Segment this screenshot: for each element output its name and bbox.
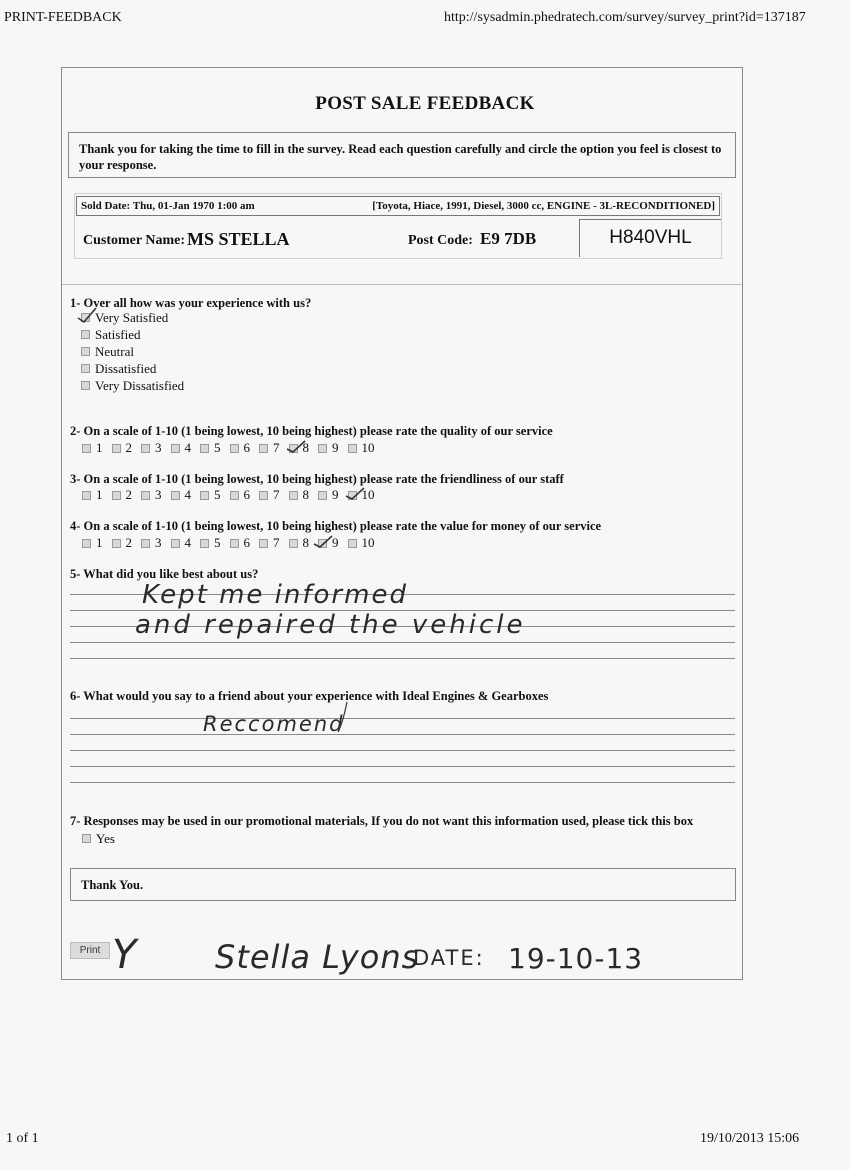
checkbox[interactable]	[259, 491, 268, 500]
thank-you-box: Thank You.	[70, 868, 736, 901]
scale-option[interactable]	[289, 535, 310, 551]
scale-label: 1	[96, 487, 103, 502]
question-4-scale	[82, 535, 384, 551]
scale-label: 5	[214, 487, 221, 502]
option-very-satisfied[interactable]	[81, 309, 184, 326]
handwritten-answer-5-line-2: and repaired the vehicle	[135, 610, 526, 640]
customer-name-label: Customer Name:	[83, 233, 185, 248]
answer-line	[70, 734, 735, 735]
checkbox[interactable]	[348, 444, 357, 453]
option-neutral[interactable]	[81, 343, 184, 360]
answer-line	[70, 642, 735, 643]
scale-option[interactable]	[348, 535, 375, 551]
checkbox[interactable]	[171, 491, 180, 500]
checkbox[interactable]	[348, 491, 357, 500]
scale-option[interactable]	[289, 440, 310, 456]
scale-option[interactable]	[230, 535, 251, 551]
answer-line	[70, 718, 735, 719]
scale-option[interactable]	[318, 487, 339, 503]
scale-label: 9	[332, 440, 339, 455]
scale-option[interactable]	[82, 535, 103, 551]
vehicle-details: [Toyota, Hiace, 1991, Diesel, 3000 cc, ENGINE - 3L-RECONDITIONED]	[372, 200, 715, 212]
sold-date: Sold Date: Thu, 01-Jan 1970 1:00 am	[81, 200, 255, 212]
scale-option[interactable]	[171, 535, 192, 551]
question-7: 7- Responses may be used in our promotional materials, If you do not want this information used, please tick this box	[70, 814, 694, 828]
date-label: DATE:	[413, 946, 485, 970]
question-2-scale	[82, 440, 384, 456]
scale-option[interactable]	[112, 440, 133, 456]
scale-option[interactable]	[141, 535, 162, 551]
scale-option[interactable]	[200, 535, 221, 551]
scale-label: 3	[155, 535, 162, 550]
sale-details-bar	[76, 196, 720, 216]
scale-label: 4	[184, 487, 191, 502]
option-yes[interactable]	[82, 830, 115, 847]
checkbox[interactable]	[200, 491, 209, 500]
scale-option[interactable]	[259, 440, 280, 456]
scale-label: 4	[184, 535, 191, 550]
scale-option[interactable]	[230, 440, 251, 456]
checkbox[interactable]	[318, 491, 327, 500]
option-label: Satisfied	[95, 326, 141, 342]
page-header-title: PRINT-FEEDBACK	[4, 10, 122, 25]
scale-label: 6	[243, 487, 250, 502]
checkbox[interactable]	[230, 444, 239, 453]
question-2: 2- On a scale of 1-10 (1 being lowest, 10 being highest) please rate the quality of our service	[70, 424, 553, 438]
question-1: 1- Over all how was your experience with us?	[70, 296, 312, 310]
checkbox[interactable]	[289, 539, 298, 548]
checkbox[interactable]	[289, 444, 298, 453]
checkbox[interactable]	[82, 491, 91, 500]
question-4: 4- On a scale of 1-10 (1 being lowest, 10 being highest) please rate the value for money of our service	[70, 519, 602, 533]
scale-option[interactable]	[171, 440, 192, 456]
question-3: 3- On a scale of 1-10 (1 being lowest, 10 being highest) please rate the friendliness of our staff	[70, 472, 564, 486]
scale-option[interactable]	[230, 487, 251, 503]
signature: Stella Lyons	[215, 938, 420, 976]
scale-option[interactable]	[141, 487, 162, 503]
checkbox[interactable]	[81, 347, 90, 356]
scale-label: 3	[155, 487, 162, 502]
scale-label: 10	[361, 487, 375, 502]
option-very-dissatisfied[interactable]	[81, 377, 184, 394]
page-header-url: http://sysadmin.phedratech.com/survey/survey_print?id=137187	[444, 10, 806, 25]
checkbox[interactable]	[348, 539, 357, 548]
checkbox[interactable]	[200, 539, 209, 548]
scale-label: 3	[155, 440, 162, 455]
checkbox[interactable]	[82, 539, 91, 548]
answer-line	[70, 782, 735, 783]
scale-label: 2	[125, 535, 132, 550]
customer-name: MS STELLA	[187, 229, 290, 249]
checkbox[interactable]	[81, 313, 90, 322]
checkbox[interactable]	[81, 330, 90, 339]
checkbox[interactable]	[289, 491, 298, 500]
option-label: Neutral	[95, 343, 134, 359]
checkbox[interactable]	[81, 381, 90, 390]
scale-label: 9	[332, 487, 339, 502]
checkbox[interactable]	[230, 491, 239, 500]
scale-label: 6	[243, 440, 250, 455]
scale-option[interactable]	[318, 440, 339, 456]
scale-option[interactable]	[112, 487, 133, 503]
page-number: 1 of 1	[6, 1131, 39, 1146]
print-button[interactable]: Print	[70, 942, 110, 959]
option-satisfied[interactable]	[81, 326, 184, 343]
scale-label: 1	[96, 440, 103, 455]
scale-option[interactable]	[171, 487, 192, 503]
question-5: 5- What did you like best about us?	[70, 567, 259, 581]
checkbox[interactable]	[112, 539, 121, 548]
checkbox[interactable]	[171, 444, 180, 453]
question-1-options	[81, 309, 184, 394]
form-title: POST SALE FEEDBACK	[315, 93, 535, 114]
print-datetime: 19/10/2013 15:06	[700, 1131, 800, 1146]
checkbox[interactable]	[259, 444, 268, 453]
checkbox[interactable]	[141, 444, 150, 453]
scale-label: 2	[125, 487, 132, 502]
checkbox[interactable]	[141, 491, 150, 500]
scale-option[interactable]	[289, 487, 310, 503]
checkbox[interactable]	[318, 444, 327, 453]
handwritten-answer-5-line-1: Kept me informed	[142, 580, 408, 610]
checkbox[interactable]	[200, 444, 209, 453]
checkbox[interactable]	[318, 539, 327, 548]
scale-label: 8	[302, 535, 309, 550]
answer-line	[70, 658, 735, 659]
scale-label: 9	[332, 535, 339, 550]
scale-label: 6	[243, 535, 250, 550]
option-dissatisfied[interactable]	[81, 360, 184, 377]
option-label: Dissatisfied	[95, 360, 157, 376]
option-label: Very Dissatisfied	[95, 377, 185, 393]
postcode-label: Post Code:	[408, 233, 473, 248]
scale-option[interactable]	[348, 487, 375, 503]
answer-line	[70, 750, 735, 751]
question-7-options	[82, 830, 115, 847]
scale-label: 4	[184, 440, 191, 455]
signed-date: 19-10-13	[508, 942, 644, 975]
scale-label: 8	[302, 487, 309, 502]
scale-option[interactable]	[259, 535, 280, 551]
checkbox[interactable]	[82, 444, 91, 453]
scale-option[interactable]	[141, 440, 162, 456]
scale-label: 1	[96, 535, 103, 550]
scale-label: 10	[361, 440, 375, 455]
scale-option[interactable]	[348, 440, 375, 456]
scale-option[interactable]	[82, 440, 103, 456]
divider	[62, 284, 742, 285]
checkbox[interactable]	[230, 539, 239, 548]
checkbox[interactable]	[171, 539, 180, 548]
scale-label: 5	[214, 440, 221, 455]
scale-label: 10	[361, 535, 375, 550]
scale-option[interactable]	[112, 535, 133, 551]
scale-option[interactable]	[200, 440, 221, 456]
registration-number: H840VHL	[579, 219, 721, 257]
scale-label: 7	[273, 535, 280, 550]
scale-option[interactable]	[82, 487, 103, 503]
checkbox[interactable]	[112, 491, 121, 500]
checkbox[interactable]	[259, 539, 268, 548]
scale-label: 8	[302, 440, 309, 455]
checkbox[interactable]	[112, 444, 121, 453]
scale-label: 7	[273, 440, 280, 455]
form-intro: Thank you for taking the time to fill in the survey. Read each question carefully and circle the option you feel is closest to your response.	[68, 132, 736, 178]
checkbox[interactable]	[81, 364, 90, 373]
scale-option[interactable]	[259, 487, 280, 503]
question-3-scale	[82, 487, 384, 503]
scale-label: 5	[214, 535, 221, 550]
scale-option[interactable]	[318, 535, 339, 551]
checkbox[interactable]	[82, 834, 91, 843]
option-label: Yes	[96, 830, 115, 846]
answer-line	[70, 766, 735, 767]
option-label: Very Satisfied	[95, 309, 169, 325]
handwritten-answer-6: Reccomend	[203, 712, 345, 736]
postcode: E9 7DB	[480, 229, 537, 248]
scale-label: 2	[125, 440, 132, 455]
scale-option[interactable]	[200, 487, 221, 503]
scale-label: 7	[273, 487, 280, 502]
handwritten-initial: Y	[112, 932, 137, 978]
question-6: 6- What would you say to a friend about your experience with Ideal Engines & Gearboxes	[70, 689, 549, 703]
checkbox[interactable]	[141, 539, 150, 548]
